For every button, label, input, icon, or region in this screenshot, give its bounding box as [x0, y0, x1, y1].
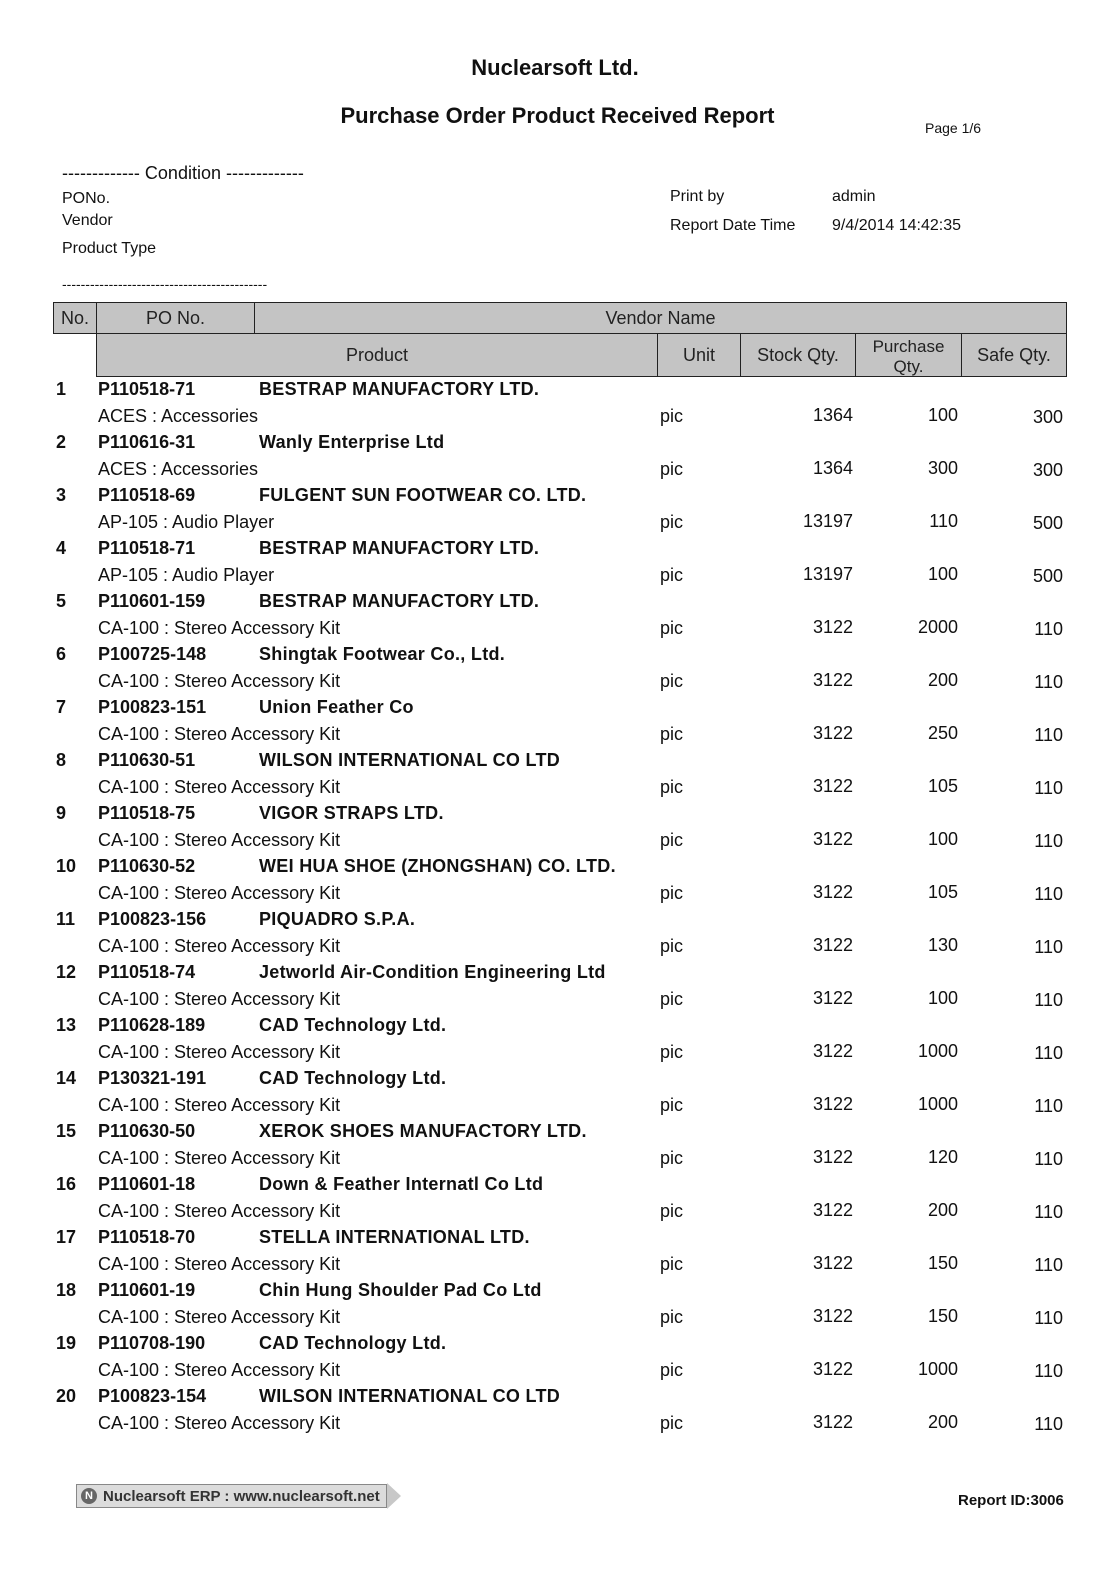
table-row [0, 748, 1120, 801]
row-po-no: P110630-51 [98, 750, 196, 770]
row-stock-qty: 3122 [812, 1094, 853, 1114]
row-vendor: VIGOR STRAPS LTD. [259, 803, 444, 823]
row-vendor: BESTRAP MANUFACTORY LTD. [259, 379, 540, 399]
row-product: ACES : Accessories [98, 459, 259, 479]
row-stock-qty: 3122 [812, 935, 853, 955]
row-stock-qty: 1364 [812, 405, 853, 425]
table-row [0, 1119, 1120, 1172]
row-unit: pic [660, 1307, 684, 1327]
row-unit: pic [660, 936, 684, 956]
table-row [0, 483, 1120, 536]
row-product: CA-100 : Stereo Accessory Kit [98, 671, 341, 691]
po-no-label: PONo. [62, 190, 111, 207]
row-product: CA-100 : Stereo Accessory Kit [98, 1148, 341, 1168]
row-po-no: P130321-191 [98, 1068, 207, 1088]
row-unit: pic [660, 777, 684, 797]
table-row [0, 907, 1120, 960]
row-purchase-qty: 105 [927, 882, 958, 902]
row-product: ACES : Accessories [98, 406, 259, 426]
row-stock-qty: 3122 [812, 1200, 853, 1220]
table-row [0, 1225, 1120, 1278]
row-vendor: BESTRAP MANUFACTORY LTD. [259, 591, 540, 611]
row-product: CA-100 : Stereo Accessory Kit [98, 777, 341, 797]
table-row [0, 430, 1120, 483]
row-unit: pic [660, 830, 684, 850]
col-header-product: Product [96, 333, 658, 377]
report-id: Report ID:3006 [958, 1492, 1064, 1509]
row-no: 9 [56, 803, 67, 823]
row-unit: pic [660, 989, 684, 1009]
row-no: 4 [56, 538, 67, 558]
row-po-no: P110601-19 [98, 1280, 196, 1300]
row-unit: pic [660, 1360, 684, 1380]
table-row [0, 695, 1120, 748]
print-by-label: Print by [670, 188, 725, 205]
row-unit: pic [660, 1148, 684, 1168]
row-product: CA-100 : Stereo Accessory Kit [98, 1360, 341, 1380]
table-row [0, 589, 1120, 642]
row-vendor: BESTRAP MANUFACTORY LTD. [259, 538, 540, 558]
row-purchase-qty: 1000 [917, 1359, 958, 1379]
row-safe-qty: 110 [1034, 1149, 1063, 1169]
row-purchase-qty: 1000 [917, 1094, 958, 1114]
table-row [0, 801, 1120, 854]
row-stock-qty: 13197 [802, 564, 853, 584]
row-no: 2 [56, 432, 67, 452]
row-safe-qty: 110 [1034, 672, 1063, 692]
brand-arrow-icon [387, 1483, 401, 1509]
row-safe-qty: 500 [1032, 513, 1063, 533]
row-no: 14 [56, 1068, 77, 1088]
row-stock-qty: 13197 [802, 511, 853, 531]
row-unit: pic [660, 883, 684, 903]
row-product: CA-100 : Stereo Accessory Kit [98, 936, 341, 956]
row-unit: pic [660, 459, 684, 479]
report-title: Purchase Order Product Received Report [340, 103, 775, 128]
table-row [0, 1013, 1120, 1066]
row-safe-qty: 110 [1034, 990, 1063, 1010]
row-product: CA-100 : Stereo Accessory Kit [98, 1201, 341, 1221]
row-po-no: P110518-70 [98, 1227, 196, 1247]
row-safe-qty: 110 [1034, 1202, 1063, 1222]
row-product: AP-105 : Audio Player [98, 565, 275, 585]
row-unit: pic [660, 671, 684, 691]
row-purchase-qty: 250 [927, 723, 958, 743]
table-row [0, 1331, 1120, 1384]
col-header-stock-qty: Stock Qty. [740, 333, 856, 377]
row-stock-qty: 3122 [812, 1412, 853, 1432]
row-product: AP-105 : Audio Player [98, 512, 275, 532]
row-product: CA-100 : Stereo Accessory Kit [98, 1307, 341, 1327]
row-product: CA-100 : Stereo Accessory Kit [98, 1413, 341, 1433]
row-safe-qty: 110 [1034, 1255, 1063, 1275]
row-vendor: WILSON INTERNATIONAL CO LTD [259, 1386, 561, 1406]
row-unit: pic [660, 1201, 684, 1221]
row-no: 5 [56, 591, 67, 611]
row-unit: pic [660, 724, 684, 744]
row-purchase-qty: 150 [927, 1253, 958, 1273]
row-no: 20 [56, 1386, 77, 1406]
table-row [0, 1066, 1120, 1119]
row-no: 18 [56, 1280, 77, 1300]
row-vendor: STELLA INTERNATIONAL LTD. [259, 1227, 530, 1247]
row-po-no: P100823-154 [98, 1386, 207, 1406]
erp-brand-text: Nuclearsoft ERP : www.nuclearsoft.net [103, 1487, 380, 1505]
row-unit: pic [660, 1042, 684, 1062]
row-po-no: P110518-71 [98, 538, 196, 558]
row-purchase-qty: 200 [927, 1412, 958, 1432]
row-vendor: PIQUADRO S.P.A. [259, 909, 416, 929]
report-rows [0, 377, 1120, 1437]
row-no: 6 [56, 644, 67, 664]
table-row [0, 536, 1120, 589]
row-vendor: CAD Technology Ltd. [259, 1333, 447, 1353]
row-po-no: P110601-18 [98, 1174, 196, 1194]
row-po-no: P110601-159 [98, 591, 206, 611]
row-product: CA-100 : Stereo Accessory Kit [98, 618, 341, 638]
col-header-safe-qty: Safe Qty. [961, 333, 1067, 377]
row-no: 11 [56, 909, 76, 929]
row-product: CA-100 : Stereo Accessory Kit [98, 1254, 341, 1274]
table-row [0, 854, 1120, 907]
row-stock-qty: 3122 [812, 1147, 853, 1167]
row-stock-qty: 3122 [812, 1359, 853, 1379]
row-stock-qty: 3122 [812, 1306, 853, 1326]
row-no: 12 [56, 962, 77, 982]
row-vendor: FULGENT SUN FOOTWEAR CO. LTD. [259, 485, 587, 505]
row-po-no: P110616-31 [98, 432, 196, 452]
row-purchase-qty: 130 [927, 935, 958, 955]
row-safe-qty: 110 [1034, 1096, 1063, 1116]
report-datetime-label: Report Date Time [670, 217, 796, 234]
col-header-no: No. [53, 302, 97, 334]
row-vendor: WILSON INTERNATIONAL CO LTD [259, 750, 561, 770]
table-row [0, 960, 1120, 1013]
row-vendor: Shingtak Footwear Co., Ltd. [259, 644, 506, 664]
row-no: 13 [56, 1015, 77, 1035]
row-no: 17 [56, 1227, 77, 1247]
row-purchase-qty: 300 [927, 458, 958, 478]
row-safe-qty: 110 [1034, 725, 1063, 745]
row-safe-qty: 110 [1034, 778, 1063, 798]
erp-brand-box [76, 1484, 387, 1508]
table-row [0, 1172, 1120, 1225]
row-purchase-qty: 200 [927, 670, 958, 690]
row-po-no: P110630-50 [98, 1121, 196, 1141]
row-vendor: WEI HUA SHOE (ZHONGSHAN) CO. LTD. [259, 856, 616, 876]
row-purchase-qty: 1000 [917, 1041, 958, 1061]
row-safe-qty: 110 [1034, 1308, 1063, 1328]
row-no: 7 [56, 697, 67, 717]
row-purchase-qty: 150 [927, 1306, 958, 1326]
row-product: CA-100 : Stereo Accessory Kit [98, 989, 341, 1009]
row-unit: pic [660, 565, 684, 585]
row-stock-qty: 3122 [812, 670, 853, 690]
col-header-vendor-name: Vendor Name [254, 302, 1067, 334]
row-purchase-qty: 105 [927, 776, 958, 796]
vendor-label: Vendor [62, 212, 113, 229]
row-stock-qty: 3122 [812, 1041, 853, 1061]
row-po-no: P110630-52 [98, 856, 196, 876]
company-name: Nuclearsoft Ltd. [471, 55, 639, 80]
row-product: CA-100 : Stereo Accessory Kit [98, 883, 341, 903]
row-purchase-qty: 200 [927, 1200, 958, 1220]
table-row [0, 1278, 1120, 1331]
row-stock-qty: 3122 [812, 617, 853, 637]
col-header-purchase-qty: Purchase Qty. [855, 333, 962, 377]
row-safe-qty: 300 [1032, 460, 1063, 480]
row-no: 15 [56, 1121, 77, 1141]
row-unit: pic [660, 1413, 684, 1433]
row-vendor: Chin Hung Shoulder Pad Co Ltd [259, 1280, 542, 1300]
print-by-value: admin [832, 188, 876, 205]
row-stock-qty: 3122 [812, 723, 853, 743]
row-po-no: P110628-189 [98, 1015, 206, 1035]
row-safe-qty: 110 [1034, 1043, 1063, 1063]
row-unit: pic [660, 1095, 684, 1115]
row-stock-qty: 1364 [812, 458, 853, 478]
row-safe-qty: 110 [1034, 831, 1063, 851]
row-safe-qty: 110 [1034, 884, 1063, 904]
row-po-no: P100823-156 [98, 909, 207, 929]
row-stock-qty: 3122 [812, 988, 853, 1008]
row-safe-qty: 110 [1034, 937, 1063, 957]
row-purchase-qty: 120 [927, 1147, 958, 1167]
row-vendor: Down & Feather Internatl Co Ltd [259, 1174, 544, 1194]
row-unit: pic [660, 406, 684, 426]
row-no: 3 [56, 485, 67, 505]
row-unit: pic [660, 512, 684, 532]
row-unit: pic [660, 618, 684, 638]
row-stock-qty: 3122 [812, 882, 853, 902]
row-product: CA-100 : Stereo Accessory Kit [98, 724, 341, 744]
table-row [0, 377, 1120, 430]
table-row [0, 642, 1120, 695]
row-purchase-qty: 2000 [917, 617, 958, 637]
col-header-po-no: PO No. [96, 302, 255, 334]
row-stock-qty: 3122 [812, 829, 853, 849]
row-po-no: P110518-74 [98, 962, 196, 982]
row-vendor: CAD Technology Ltd. [259, 1068, 447, 1088]
row-product: CA-100 : Stereo Accessory Kit [98, 830, 341, 850]
row-safe-qty: 110 [1034, 1361, 1063, 1381]
row-stock-qty: 3122 [812, 1253, 853, 1273]
row-vendor: Wanly Enterprise Ltd [259, 432, 445, 452]
row-po-no: P110518-71 [98, 379, 196, 399]
row-safe-qty: 110 [1034, 1414, 1063, 1434]
row-vendor: Jetworld Air-Condition Engineering Ltd [259, 962, 606, 982]
page-number: Page 1/6 [925, 120, 982, 136]
row-no: 10 [56, 856, 77, 876]
nuclearsoft-logo-icon: N [81, 1488, 97, 1504]
row-purchase-qty: 110 [929, 511, 958, 531]
row-no: 8 [56, 750, 67, 770]
row-safe-qty: 500 [1032, 566, 1063, 586]
table-row [0, 1384, 1120, 1437]
row-unit: pic [660, 1254, 684, 1274]
row-po-no: P100725-148 [98, 644, 207, 664]
row-safe-qty: 300 [1032, 407, 1063, 427]
row-po-no: P110518-75 [98, 803, 196, 823]
row-po-no: P110708-190 [98, 1333, 206, 1353]
row-po-no: P100823-151 [98, 697, 207, 717]
row-no: 19 [56, 1333, 77, 1353]
row-no: 1 [56, 379, 67, 399]
row-purchase-qty: 100 [927, 988, 958, 1008]
report-datetime-value: 9/4/2014 14:42:35 [832, 217, 962, 234]
row-stock-qty: 3122 [812, 776, 853, 796]
row-product: CA-100 : Stereo Accessory Kit [98, 1095, 341, 1115]
row-vendor: Union Feather Co [259, 697, 414, 717]
row-no: 16 [56, 1174, 77, 1194]
condition-heading: ------------- Condition ------------- [62, 163, 304, 183]
erp-brand-logo [76, 1483, 401, 1509]
row-vendor: XEROK SHOES MANUFACTORY LTD. [259, 1121, 587, 1141]
row-purchase-qty: 100 [927, 564, 958, 584]
row-purchase-qty: 100 [927, 829, 958, 849]
col-header-unit: Unit [657, 333, 741, 377]
row-po-no: P110518-69 [98, 485, 196, 505]
product-type-label: Product Type [62, 240, 156, 257]
condition-footer-line: -------------------------------------------- [62, 276, 268, 292]
row-safe-qty: 110 [1034, 619, 1063, 639]
row-vendor: CAD Technology Ltd. [259, 1015, 447, 1035]
row-product: CA-100 : Stereo Accessory Kit [98, 1042, 341, 1062]
row-purchase-qty: 100 [927, 405, 958, 425]
